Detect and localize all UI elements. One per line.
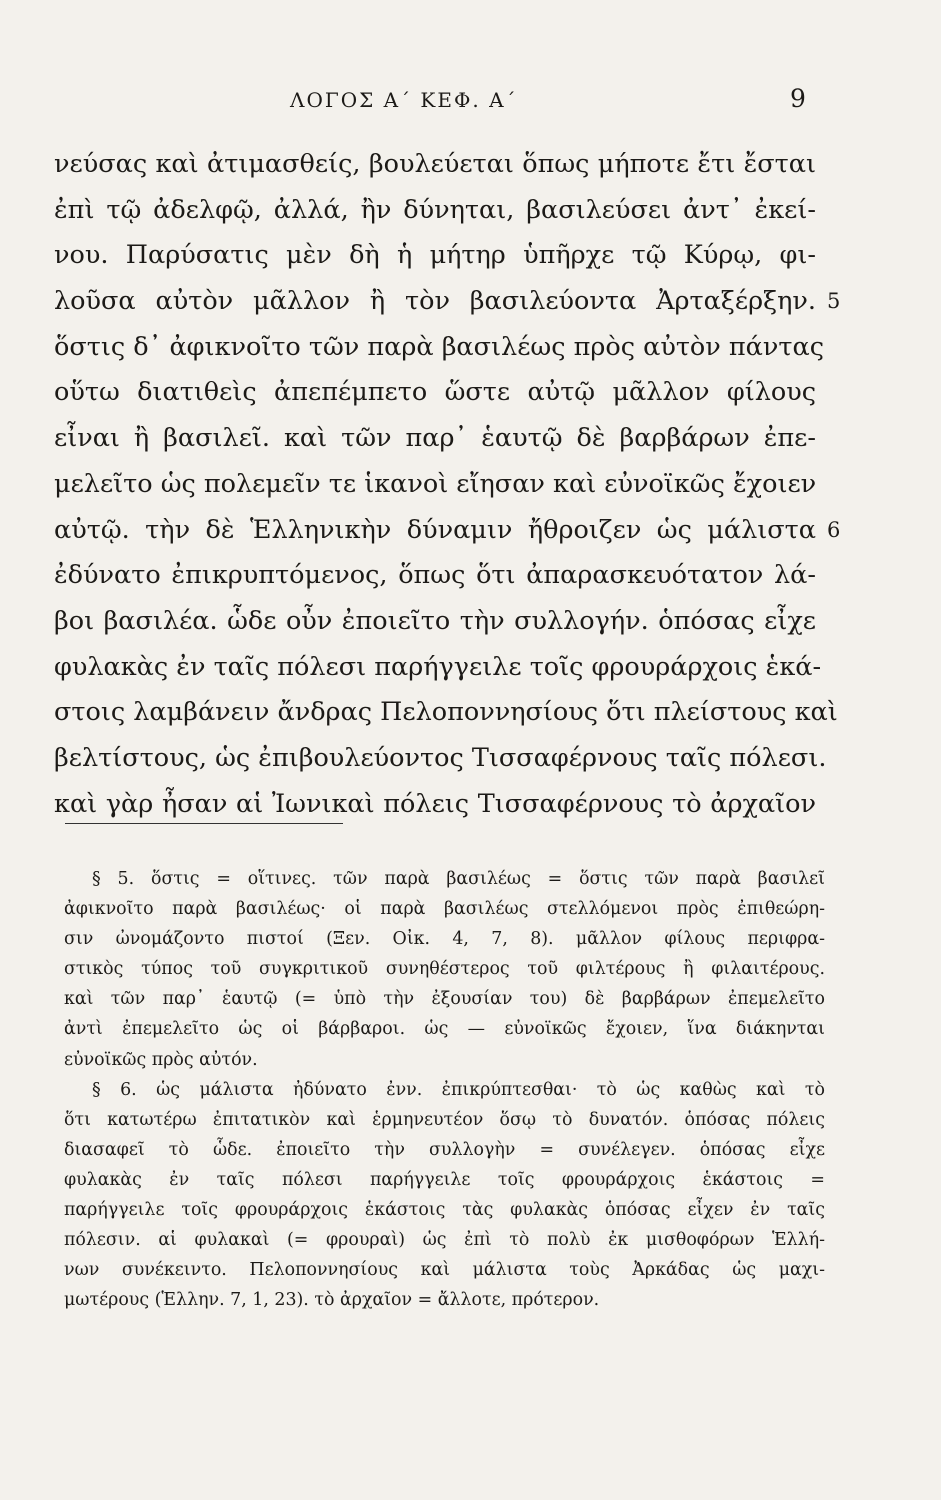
text-line: καὶ γὰρ ἦσαν αἱ Ἰωνικαὶ πόλεις Τισσαφέρνους τὸ ἀρχαῖον xyxy=(54,788,816,819)
text-line: εἶναι ἢ βασιλεῖ. καὶ τῶν παρ᾿ ἑαυτῷ δὲ βαρβάρων ἐπε- xyxy=(54,423,816,454)
note-line: σιν ὠνομάζοντο πιστοί (Ξεν. Οἰκ. 4, 7, 8). μᾶλλον φίλους περιφρα- xyxy=(64,929,825,950)
note-line: στικὸς τύπος τοῦ συγκριτικοῦ συνηθέστερος τοῦ φιλτέρους ἢ φιλαιτέρους. xyxy=(64,959,825,980)
text-line: στοις λαμβάνειν ἄνδρας Πελοποννησίους ὅτι πλείστους καὶ xyxy=(54,697,838,728)
text-line: ἐπὶ τῷ ἀδελφῷ, ἀλλά, ἢν δύνηται, βασιλεύσει ἀντ᾿ ἐκεί- xyxy=(54,194,816,225)
text-line: μελεῖτο ὡς πολεμεῖν τε ἱκανοὶ εἴησαν καὶ εὐνοϊκῶς ἔχοιεν xyxy=(54,468,817,499)
text-line: νεύσας καὶ ἀτιμασθείς, βουλεύεται ὅπως μήποτε ἔτι ἔσται xyxy=(54,149,816,179)
footnote-rule xyxy=(65,823,343,824)
note-line: ἀντὶ ἐπεμελεῖτο ὡς οἱ βάρβαροι. ὡς — εὐνοϊκῶς ἔχοιεν, ἵνα διάκηνται xyxy=(64,1019,825,1040)
note-line: φυλακὰς ἐν ταῖς πόλεσι παρήγγειλε τοῖς φρουράρχοις ἑκάστοις = xyxy=(64,1169,825,1190)
text-line: λοῦσα αὐτὸν μᾶλλον ἢ τὸν βασιλεύοντα Ἀρταξέρξην. 5 xyxy=(54,279,816,325)
commentary-notes xyxy=(64,864,825,1315)
note-line: πόλεσιν. αἱ φυλακαὶ (= φρουραὶ) ὡς ἐπὶ τὸ πολὺ ἐκ μισθοφόρων Ἑλλή- xyxy=(64,1230,825,1251)
main-text xyxy=(54,142,841,827)
text-line: ὅστις δ᾿ ἀφικνοῖτο τῶν παρὰ βασιλέως πρὸς αὐτὸν πάντας xyxy=(54,331,824,362)
text-line: νου. Παρύσατις μὲν δὴ ἡ μήτηρ ὑπῆρχε τῷ Κύρῳ, φι- xyxy=(54,240,816,271)
text-line: οὕτω διατιθεὶς ἀπεπέμπετο ὥστε αὐτῷ μᾶλλον φίλους xyxy=(54,377,816,408)
line-number: 5 xyxy=(827,289,841,314)
page-number: 9 xyxy=(790,84,806,113)
page-header xyxy=(0,82,941,122)
note-line: μωτέρους (Ἑλλην. 7, 1, 23). τὸ ἀρχαῖον = ἄλλοτε, πρότερον. xyxy=(64,1290,600,1311)
line-number: 6 xyxy=(827,517,841,542)
text-line: βελτίστους, ὡς ἐπιβουλεύοντος Τισσαφέρνους ταῖς πόλεσι. xyxy=(54,742,827,773)
note-line: νων συνέκειντο. Πελοποννησίους καὶ μάλιστα τοὺς Ἀρκάδας ὡς μαχι- xyxy=(64,1260,825,1281)
note-line: § 6. ὡς μάλιστα ἠδύνατο ἐνν. ἐπικρύπτεσθαι· τὸ ὡς καθὼς καὶ τὸ xyxy=(92,1079,825,1100)
text-line: φυλακὰς ἐν ταῖς πόλεσι παρήγγειλε τοῖς φρουράρχοις ἑκά- xyxy=(54,651,822,682)
text-line: βοι βασιλέα. ὧδε οὖν ἐποιεῖτο τὴν συλλογήν. ὁπόσας εἶχε xyxy=(54,605,816,636)
note-line: εὐνοϊκῶς πρὸς αὐτόν. xyxy=(64,1049,258,1070)
note-line: ὅτι κατωτέρω ἐπιτατικὸν καὶ ἑρμηνευτέον ὅσῳ τὸ δυνατόν. ὁπόσας πόλεις xyxy=(64,1109,825,1130)
note-line: ἀφικνοῖτο παρὰ βασιλέως· οἱ παρὰ βασιλέως στελλόμενοι πρὸς ἐπιθεώρη- xyxy=(64,899,825,920)
note-line: παρήγγειλε τοῖς φρουράρχοις ἑκάστοις τὰς φυλακὰς ὁπόσας εἶχεν ἐν ταῖς xyxy=(64,1200,825,1221)
text-line: ἐδύνατο ἐπικρυπτόμενος, ὅπως ὅτι ἀπαρασκευότατον λά- xyxy=(54,560,816,591)
note-line: διασαφεῖ τὸ ὧδε. ἐποιεῖτο τὴν συλλογὴν = συνέλεγεν. ὁπόσας εἶχε xyxy=(64,1139,825,1160)
note-line: § 5. ὅστις = οἵτινες. τῶν παρὰ βασιλέως = ὅστις τῶν παρὰ βασιλεῖ xyxy=(92,869,825,889)
text-line: αὐτῷ. τὴν δὲ Ἑλληνικὴν δύναμιν ἤθροιζεν ὡς μάλιστα 6 xyxy=(54,508,816,554)
note-line: καὶ τῶν παρ᾿ ἑαυτῷ (= ὑπὸ τὴν ἐξουσίαν του) δὲ βαρβάρων ἐπεμελεῖτο xyxy=(64,989,825,1010)
running-head: ΛΟΓΟΣ Α΄ ΚΕΦ. Α΄ xyxy=(290,88,518,112)
